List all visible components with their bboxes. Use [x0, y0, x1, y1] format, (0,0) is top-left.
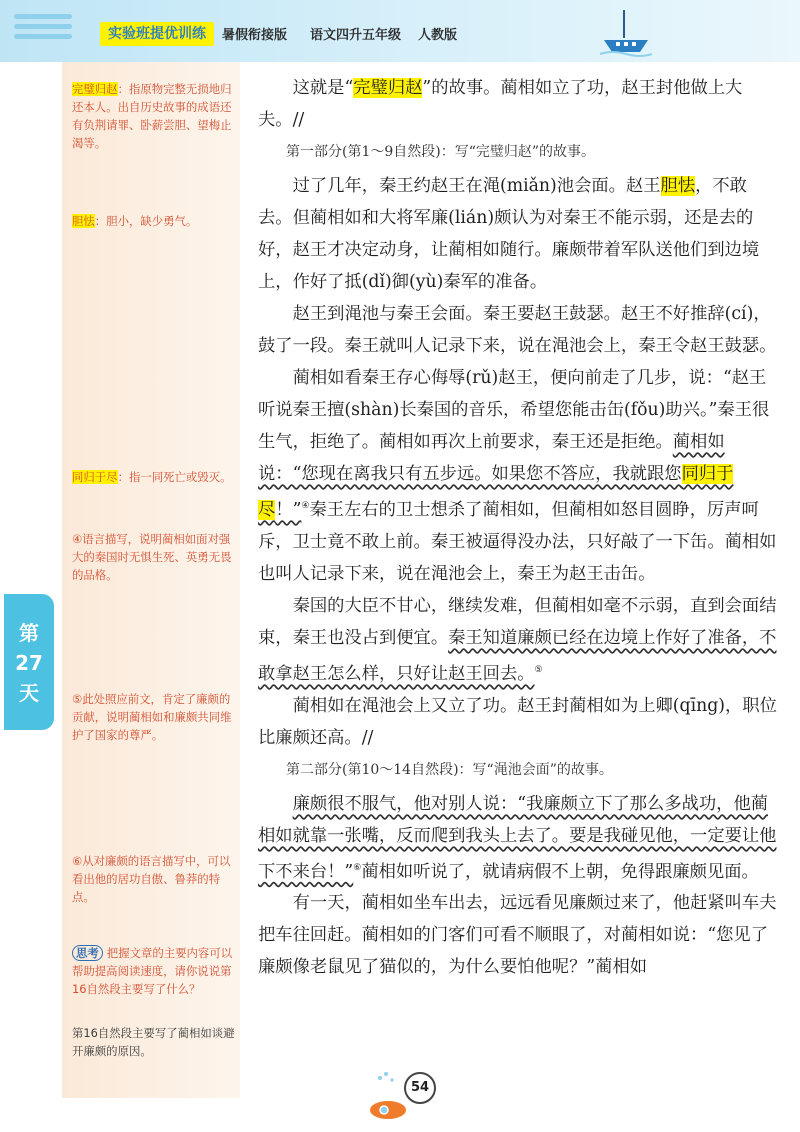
note-term: 胆怯	[72, 214, 95, 228]
edition-label: 暑假衔接版	[222, 28, 288, 43]
note-5: ⑤此处照应前文，肯定了廉颇的贡献，说明蔺相如和廉颇共同维护了国家的尊严。	[72, 692, 232, 742]
note-text: ：指原物完整无损地归还本人。出自历史故事的成语还有负荆请罪、卧薪尝胆、望梅止渴等。	[72, 82, 232, 150]
day-tab-prefix: 第	[19, 621, 39, 645]
page-number: 54	[404, 1072, 436, 1104]
wavy-underline: 秦王知道廉颇已经在边境上作好了准备，不敢拿赵王怎么样，只好让赵王回去。	[258, 627, 777, 684]
main-text	[258, 72, 778, 983]
note-term: 完璧归赵	[72, 82, 118, 96]
note-6: ⑥从对廉颇的语言描写中，可以看出他的居功自傲、鲁莽的特点。	[72, 854, 231, 904]
think-text: 把握文章的主要内容可以帮助提高阅读速度，请你说说第16自然段主要写了什么？	[72, 946, 233, 996]
sailboat-icon	[598, 8, 654, 58]
day-tab-suffix: 天	[19, 681, 39, 705]
section-summary-1: 第一部分(第1～9自然段)：写“完璧归赵”的故事。	[286, 144, 596, 160]
paragraph: 过了几年，秦王约赵王在渑(miǎn)池会面。赵王胆怯，不敢去。但蔺相如和大将军廉(lián)颇认为对秦王不能示弱，还是去的好，赵王才决定动身，让蔺相如随行。廉颇带着军队送他们到边境上，作好了抵(dǐ)御(yù)秦军的准备。	[258, 176, 760, 292]
note-text: ：胆小，缺少勇气。	[94, 214, 198, 228]
grade-label: 语文四升五年级	[310, 28, 402, 43]
paragraph: 廉颇很不服气，他对别人说：“我廉颇立下了那么多战功，他蔺相如就靠一张嘴，反而爬到我头上去了。要是我碰见他，一定要让他下不来台！”⑥蔺相如听说了，就请病假不上朝，免得跟廉颇见面。	[258, 793, 777, 882]
series-title: 实验班提优训练	[100, 22, 214, 46]
wavy-underline: 蔺相如说：“您现在离我只有五步远。如果您不答应，我就跟您同归于尽！”	[258, 432, 734, 520]
think-question	[72, 944, 238, 998]
note-text: ：指一同死亡或毁灭。	[117, 470, 232, 484]
think-answer: 第16自然段主要写了蔺相如谈避开廉颇的原因。	[72, 1026, 235, 1058]
think-tag: 思考	[72, 945, 103, 961]
paragraph: 蔺相如看秦王存心侮辱(rǔ)赵王，便向前走了几步，说：“赵王听说秦王擅(shàn)长秦国的音乐，希望您能击缶(fǒu)助兴。”秦王很生气，拒绝了。蔺相如再次上前要求，秦王还是拒绝。蔺相如说：“您现在离我只有五步远。如果您不答应，我就跟您同归于尽！”④秦王左右的卫士想杀了蔺相如，但蔺相如怒目圆睁，厉声呵斥，卫士竟不敢上前。秦王被逼得没办法，只好敲了一下缶。蔺相如也叫人记录下来，说在渑池会上，秦王为赵王击缶。	[258, 368, 777, 584]
note-4: ④语言描写，说明蔺相如面对强大的秦国时无惧生死、英勇无畏的品格。	[72, 532, 232, 582]
paragraph: 秦国的大臣不甘心，继续发难，但蔺相如毫不示弱，直到会面结束，秦王也没占到便宜。秦王知道廉颇已经在边境上作好了准备，不敢拿赵王怎么样，只好让赵王回去。⑤	[258, 595, 777, 684]
paragraph: 有一天，蔺相如坐车出去，远远看见廉颇过来了，他赶紧叫车夫把车往回赶。蔺相如的门客们可看不顺眼了，对蔺相如说：“您见了廉颇像老鼠见了猫似的，为什么要怕他呢？”蔺相如	[258, 893, 777, 978]
note-term: 同归于尽	[72, 470, 118, 484]
note-danqie	[72, 212, 238, 230]
wavy-underline: 廉颇很不服气，他对别人说：“我廉颇立下了那么多战功，他蔺相如就靠一张嘴，反而爬到我头上去了。要是我碰见他，一定要让他下不来台！”	[258, 793, 777, 882]
header-decoration	[14, 14, 72, 44]
paragraph: 这就是“完璧归赵”的故事。蔺相如立了功，赵王封他做上大夫。//	[258, 78, 743, 130]
day-tab	[4, 594, 54, 730]
note-wanbiguizhao	[72, 80, 238, 152]
section-summary-2: 第二部分(第10～14自然段)：写“渑池会面”的故事。	[286, 761, 613, 778]
page-header	[0, 0, 800, 62]
paragraph: 蔺相如在渑池会上又立了功。赵王封蔺相如为上卿(qīng)，职位比廉颇还高。//	[258, 695, 777, 748]
paragraph: 赵王到渑池与秦王会面。秦王要赵王鼓瑟。赵王不好推辞(cí)，鼓了一段。秦王就叫人记录下来，说在渑池会上，秦王令赵王鼓瑟。	[258, 304, 777, 356]
highlight-term: 胆怯	[660, 176, 696, 196]
publisher-label: 人教版	[418, 28, 458, 43]
highlight-term: 完璧归赵	[353, 78, 423, 98]
note-tongguiyujin	[72, 468, 238, 486]
highlight-term: 同归于尽	[258, 464, 734, 520]
day-tab-number: 27	[15, 651, 43, 675]
